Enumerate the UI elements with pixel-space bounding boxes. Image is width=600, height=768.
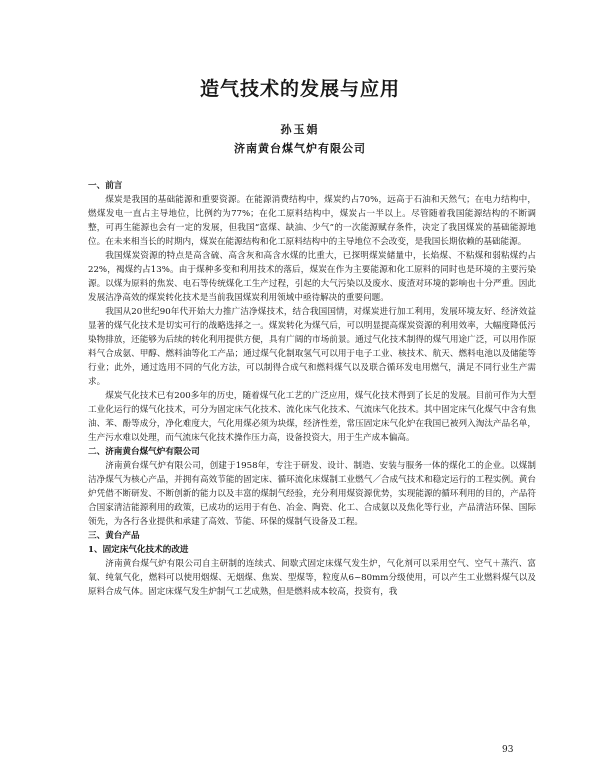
article-author: 孙玉娟	[280, 123, 320, 136]
section-heading-company: 二、济南黄台煤气炉有限公司	[88, 447, 200, 457]
paragraph: 济南黄台煤气炉有限公司，创建于1958年，专注于研发、设计、制造、安装与服务一体的煤化工的企业。以煤制洁净煤气为核心产品，并拥有高效节能的固定床、循环流化床煤制工业燃气／合成气技术和稳定运行的工程实例。黄台炉凭借不断研发、不断创新的能力以及丰富的煤制气经验，充分利用煤资源优势，实现能源的循环利用的目的，产品符合国家清洁能源利用的政策，已成功的运用于有色、冶金、陶瓷、化工、合成氨以及焦化等行业，产品清洁环保、国际领先，为各行各业提供和承建了高效、节能、环保的煤制气设备及工程。	[88, 461, 536, 527]
section-heading-intro: 一、前言	[88, 181, 123, 191]
article-affiliation: 济南黄台煤气炉有限公司	[234, 142, 366, 155]
paragraph: 我国煤炭资源的特点是高含硫、高含灰和高含水煤的比重大，已探明煤炭储量中，长焰煤、不粘煤和弱粘煤约占22%，褐煤约占13%。由于煤种多变和利用技术的落后，煤炭在作为主要能源和化工原料的同时也是环境的主要污染源。以煤为原料的焦炭、电石等传统煤化工生产过程，引起的大气污染以及废水、废渣对环境的影响也十分严重。因此发展洁净高效的煤炭转化技术是当前我国煤炭利用领域中亟待解决的重要问题。	[88, 251, 536, 303]
paragraph: 我国从20世纪90年代开始大力推广洁净煤技术，结合我国国情，对煤炭进行加工利用，发展环境友好、经济效益显著的煤气化技术是切实可行的战略选择之一。煤炭转化为煤气后，可以明显提高煤炭资源的利用效率，大幅度降低污染物排放，还能够为后续的转化利用提供方便，具有广阔的市场前景。通过气化技术制得的煤气用途广泛，可以用作原料气合成氨、甲醇、燃料油等化工产品；通过煤气化制取氢气可以用于电子工业、核技术、航天、燃料电池以及储能等行业；此外，通过选用不同的气化方法，可以制得合成气和燃料煤气以及联合循环发电用燃气，满足不同行业生产需求。	[88, 307, 536, 387]
paragraph: 煤炭是我国的基础能源和重要资源。在能源消费结构中，煤炭约占70%，远高于石油和天然气；在电力结构中，燃煤发电一直占主导地位，比例约为77%；在化工原料结构中，煤炭占一半以上。尽管随着我国能源结构的不断调整，可再生能源也会有一定的发展，但我国“富煤、缺油、少气”的一次能源赋存条件，决定了我国煤炭的基础能源地位。在未来相当长的时期内，煤炭在能源结构和化工原料结构中的主导地位不会改变，是我国长期依赖的基础能源。	[88, 195, 536, 247]
page-number: 93	[502, 745, 514, 755]
subsection-heading: 1、固定床气化技术的改进	[88, 545, 189, 555]
paragraph: 煤炭气化技术已有200多年的历史，随着煤气化工艺的广泛应用，煤气化技术得到了长足的发展。目前可作为大型工业化运行的煤气化技术，可分为固定床气化技术、流化床气化技术、气流床气化技术。其中固定床气化煤气中含有焦油、苯、酚等成分，净化难度大，气化用煤必须为块煤，经济性差，常压固定床气化炉在我国已被列入淘汰产品名单，生产污水难以处理，而气流床气化技术操作压力高，设备投资大，用于生产成本偏高。	[88, 391, 536, 443]
article-body	[88, 179, 536, 599]
paragraph: 济南黄台煤气炉有限公司自主研制的连续式、间歇式固定床煤气发生炉，气化剂可以采用空气、空气＋蒸汽、富氧、纯氧气化，燃料可以使用烟煤、无烟煤、焦炭、型煤等，粒度从6~80mm分级使用，可以产生工业燃料煤气以及原料合成气体。固定床煤气发生炉制气工艺成熟，但是燃料成本较高，投资有，我	[88, 559, 536, 597]
section-heading-products: 三、黄台产品	[88, 531, 140, 541]
article-title: 造气技术的发展与应用	[199, 78, 400, 100]
